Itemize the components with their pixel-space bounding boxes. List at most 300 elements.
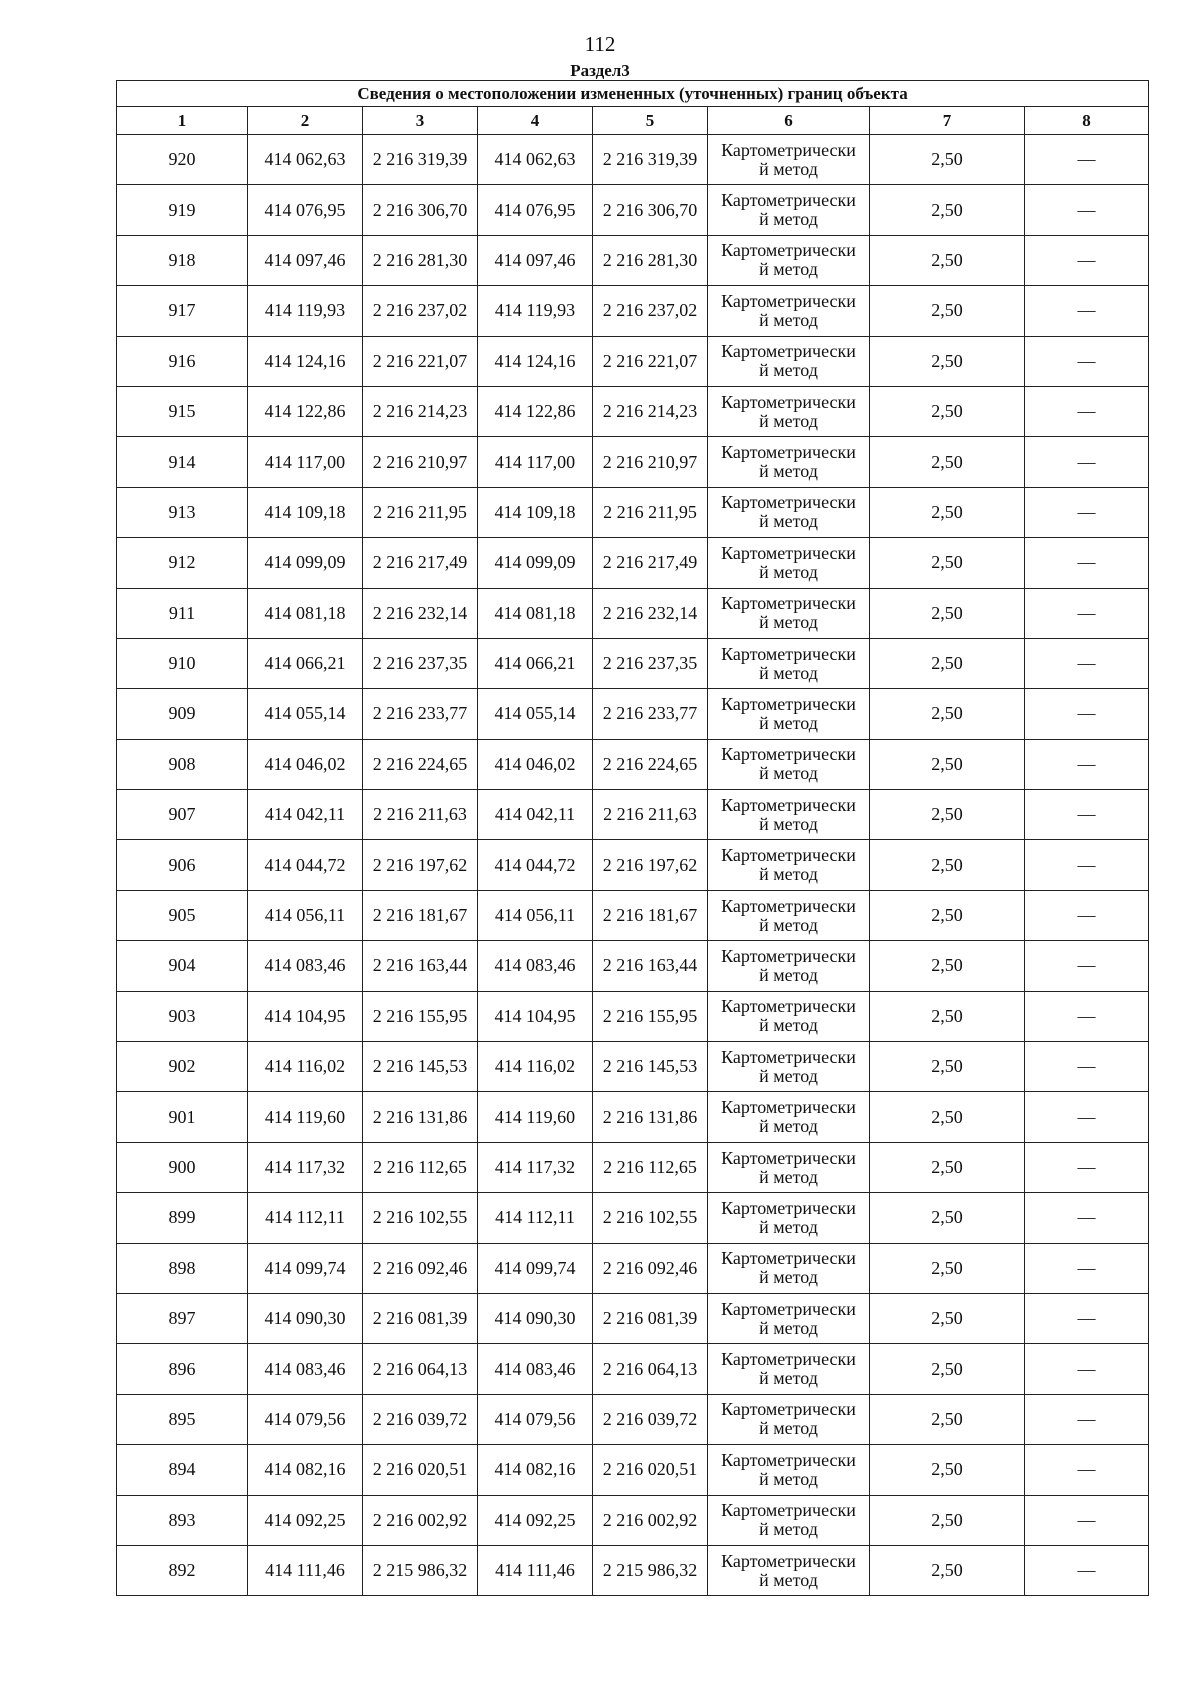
cell-y2: 2 216 145,53: [593, 1042, 708, 1092]
cell-method: [708, 1293, 870, 1343]
method-line1: Картометрически: [721, 996, 856, 1017]
method-line2: й метод: [759, 1569, 818, 1590]
cell-y2: 2 216 102,55: [593, 1193, 708, 1243]
table-row: [117, 1193, 1149, 1243]
cell-point: 918: [117, 235, 248, 285]
cell-y1: 2 216 233,77: [363, 689, 478, 739]
cell-method: [708, 840, 870, 890]
method-line1: Картометрически: [721, 1197, 856, 1218]
method-line2: й метод: [759, 1065, 818, 1086]
cell-point: 915: [117, 386, 248, 436]
cell-point: 894: [117, 1445, 248, 1495]
cell-x1: 414 055,14: [248, 689, 363, 739]
cell-y2: 2 216 210,97: [593, 437, 708, 487]
cell-x2: 414 097,46: [478, 235, 593, 285]
cell-y2: 2 216 211,63: [593, 790, 708, 840]
cell-accuracy: 2,50: [870, 487, 1025, 537]
cell-y1: 2 216 211,63: [363, 790, 478, 840]
cell-x1: 414 112,11: [248, 1193, 363, 1243]
method-line2: й метод: [759, 410, 818, 431]
method-line1: Картометрически: [721, 290, 856, 311]
cell-accuracy: 2,50: [870, 1545, 1025, 1595]
cell-note: —: [1025, 689, 1149, 739]
cell-accuracy: 2,50: [870, 135, 1025, 185]
cell-method: [708, 941, 870, 991]
cell-y2: 2 216 163,44: [593, 941, 708, 991]
cell-x2: 414 119,93: [478, 286, 593, 336]
cell-accuracy: 2,50: [870, 185, 1025, 235]
cell-point: 917: [117, 286, 248, 336]
method-line1: Картометрически: [721, 139, 856, 160]
cell-y1: 2 216 217,49: [363, 538, 478, 588]
cell-method: [708, 1042, 870, 1092]
method-line1: Картометрически: [721, 542, 856, 563]
column-number: 3: [363, 107, 478, 135]
method-line2: й метод: [759, 1216, 818, 1237]
cell-y2: 2 216 181,67: [593, 890, 708, 940]
method-line1: Картометрически: [721, 945, 856, 966]
cell-accuracy: 2,50: [870, 941, 1025, 991]
table-row: [117, 1142, 1149, 1192]
method-line2: й метод: [759, 662, 818, 683]
cell-x2: 414 082,16: [478, 1445, 593, 1495]
cell-x2: 414 044,72: [478, 840, 593, 890]
cell-x2: 414 099,09: [478, 538, 593, 588]
method-line1: Картометрически: [721, 1248, 856, 1269]
table-row: [117, 1293, 1149, 1343]
cell-method: [708, 890, 870, 940]
cell-y1: 2 216 163,44: [363, 941, 478, 991]
cell-point: 896: [117, 1344, 248, 1394]
column-number: 2: [248, 107, 363, 135]
cell-x2: 414 109,18: [478, 487, 593, 537]
cell-y2: 2 216 211,95: [593, 487, 708, 537]
cell-x2: 414 124,16: [478, 336, 593, 386]
cell-x2: 414 081,18: [478, 588, 593, 638]
column-number: 8: [1025, 107, 1149, 135]
cell-y2: 2 216 217,49: [593, 538, 708, 588]
cell-point: 914: [117, 437, 248, 487]
table-row: [117, 487, 1149, 537]
cell-y2: 2 216 131,86: [593, 1092, 708, 1142]
cell-point: 909: [117, 689, 248, 739]
cell-point: 916: [117, 336, 248, 386]
cell-x1: 414 117,00: [248, 437, 363, 487]
column-number: 1: [117, 107, 248, 135]
cell-x1: 414 099,09: [248, 538, 363, 588]
column-number: 4: [478, 107, 593, 135]
cell-point: 920: [117, 135, 248, 185]
cell-y2: 2 216 319,39: [593, 135, 708, 185]
method-line2: й метод: [759, 1519, 818, 1540]
method-line1: Картометрически: [721, 1349, 856, 1370]
table-row: [117, 1042, 1149, 1092]
cell-method: [708, 739, 870, 789]
cell-y2: 2 216 039,72: [593, 1394, 708, 1444]
cell-note: —: [1025, 890, 1149, 940]
cell-accuracy: 2,50: [870, 1243, 1025, 1293]
cell-method: [708, 790, 870, 840]
cell-x1: 414 117,32: [248, 1142, 363, 1192]
cell-point: 899: [117, 1193, 248, 1243]
cell-x1: 414 122,86: [248, 386, 363, 436]
cell-method: [708, 336, 870, 386]
cell-method: [708, 1545, 870, 1595]
cell-x1: 414 083,46: [248, 941, 363, 991]
method-line1: Картометрически: [721, 1500, 856, 1521]
cell-x2: 414 046,02: [478, 739, 593, 789]
cell-point: 898: [117, 1243, 248, 1293]
column-number: 5: [593, 107, 708, 135]
cell-x1: 414 092,25: [248, 1495, 363, 1545]
cell-point: 897: [117, 1293, 248, 1343]
cell-method: [708, 538, 870, 588]
table-row: [117, 588, 1149, 638]
cell-point: 900: [117, 1142, 248, 1192]
cell-x1: 414 066,21: [248, 638, 363, 688]
cell-x2: 414 104,95: [478, 991, 593, 1041]
cell-x2: 414 099,74: [478, 1243, 593, 1293]
table-row: [117, 1445, 1149, 1495]
cell-x1: 414 044,72: [248, 840, 363, 890]
cell-y1: 2 216 020,51: [363, 1445, 478, 1495]
cell-y2: 2 215 986,32: [593, 1545, 708, 1595]
cell-accuracy: 2,50: [870, 1394, 1025, 1444]
section-title: Раздел3: [570, 61, 630, 80]
table-row: [117, 286, 1149, 336]
column-number: 6: [708, 107, 870, 135]
table-row: [117, 386, 1149, 436]
cell-y2: 2 216 020,51: [593, 1445, 708, 1495]
table-row: [117, 1344, 1149, 1394]
cell-note: —: [1025, 538, 1149, 588]
cell-method: [708, 1142, 870, 1192]
cell-point: 913: [117, 487, 248, 537]
cell-x2: 414 056,11: [478, 890, 593, 940]
cell-x2: 414 062,63: [478, 135, 593, 185]
method-line1: Картометрически: [721, 593, 856, 614]
table-row: [117, 336, 1149, 386]
method-line2: й метод: [759, 1116, 818, 1137]
cell-note: —: [1025, 487, 1149, 537]
cell-accuracy: 2,50: [870, 638, 1025, 688]
cell-point: 919: [117, 185, 248, 235]
cell-x1: 414 097,46: [248, 235, 363, 285]
table-row: [117, 1394, 1149, 1444]
cell-point: 902: [117, 1042, 248, 1092]
cell-note: —: [1025, 437, 1149, 487]
cell-x2: 414 079,56: [478, 1394, 593, 1444]
cell-y1: 2 216 197,62: [363, 840, 478, 890]
cell-note: —: [1025, 790, 1149, 840]
cell-point: 905: [117, 890, 248, 940]
cell-note: —: [1025, 1344, 1149, 1394]
table-caption: Сведения о местоположении измененных (уточненных) границ объекта: [117, 81, 1149, 107]
cell-note: —: [1025, 1042, 1149, 1092]
cell-point: 906: [117, 840, 248, 890]
cell-y2: 2 216 081,39: [593, 1293, 708, 1343]
cell-y1: 2 216 281,30: [363, 235, 478, 285]
method-line2: й метод: [759, 763, 818, 784]
cell-accuracy: 2,50: [870, 588, 1025, 638]
cell-x2: 414 076,95: [478, 185, 593, 235]
table-row: [117, 235, 1149, 285]
cell-accuracy: 2,50: [870, 1495, 1025, 1545]
cell-y2: 2 216 306,70: [593, 185, 708, 235]
method-line1: Картометрически: [721, 895, 856, 916]
cell-note: —: [1025, 235, 1149, 285]
method-line1: Картометрически: [721, 1046, 856, 1067]
cell-x2: 414 122,86: [478, 386, 593, 436]
cell-note: —: [1025, 1495, 1149, 1545]
method-line1: Картометрически: [721, 240, 856, 261]
method-line1: Картометрически: [721, 643, 856, 664]
cell-note: —: [1025, 1193, 1149, 1243]
cell-y1: 2 216 081,39: [363, 1293, 478, 1343]
method-line2: й метод: [759, 864, 818, 885]
cell-x1: 414 056,11: [248, 890, 363, 940]
table-row: [117, 638, 1149, 688]
cell-x1: 414 119,60: [248, 1092, 363, 1142]
cell-method: [708, 689, 870, 739]
cell-note: —: [1025, 1243, 1149, 1293]
method-line2: й метод: [759, 461, 818, 482]
method-line2: й метод: [759, 561, 818, 582]
method-line2: й метод: [759, 1166, 818, 1187]
table-row: [117, 1495, 1149, 1545]
cell-x2: 414 066,21: [478, 638, 593, 688]
table-body: [117, 135, 1149, 1596]
cell-accuracy: 2,50: [870, 1142, 1025, 1192]
cell-x1: 414 090,30: [248, 1293, 363, 1343]
cell-y1: 2 215 986,32: [363, 1545, 478, 1595]
cell-accuracy: 2,50: [870, 1193, 1025, 1243]
cell-y1: 2 216 224,65: [363, 739, 478, 789]
method-line2: й метод: [759, 1418, 818, 1439]
cell-y2: 2 216 221,07: [593, 336, 708, 386]
method-line2: й метод: [759, 511, 818, 532]
cell-accuracy: 2,50: [870, 840, 1025, 890]
cell-x1: 414 119,93: [248, 286, 363, 336]
column-number: 7: [870, 107, 1025, 135]
table-row: [117, 739, 1149, 789]
cell-x1: 414 042,11: [248, 790, 363, 840]
cell-y1: 2 216 237,35: [363, 638, 478, 688]
cell-accuracy: 2,50: [870, 1445, 1025, 1495]
method-line1: Картометрически: [721, 442, 856, 463]
cell-note: —: [1025, 1092, 1149, 1142]
table-row: [117, 689, 1149, 739]
cell-x1: 414 046,02: [248, 739, 363, 789]
table-row: [117, 890, 1149, 940]
table-row: [117, 991, 1149, 1041]
cell-y2: 2 216 197,62: [593, 840, 708, 890]
cell-x2: 414 117,00: [478, 437, 593, 487]
method-line2: й метод: [759, 712, 818, 733]
table-row: [117, 437, 1149, 487]
cell-point: 912: [117, 538, 248, 588]
cell-accuracy: 2,50: [870, 286, 1025, 336]
cell-note: —: [1025, 1142, 1149, 1192]
cell-y2: 2 216 092,46: [593, 1243, 708, 1293]
method-line2: й метод: [759, 914, 818, 935]
cell-x1: 414 104,95: [248, 991, 363, 1041]
cell-y1: 2 216 214,23: [363, 386, 478, 436]
cell-x1: 414 081,18: [248, 588, 363, 638]
cell-method: [708, 286, 870, 336]
cell-note: —: [1025, 185, 1149, 235]
column-number-row: [117, 107, 1149, 135]
cell-method: [708, 135, 870, 185]
cell-accuracy: 2,50: [870, 1092, 1025, 1142]
cell-x1: 414 062,63: [248, 135, 363, 185]
cell-note: —: [1025, 941, 1149, 991]
cell-x2: 414 092,25: [478, 1495, 593, 1545]
cell-x1: 414 079,56: [248, 1394, 363, 1444]
cell-accuracy: 2,50: [870, 1344, 1025, 1394]
cell-accuracy: 2,50: [870, 538, 1025, 588]
cell-point: 907: [117, 790, 248, 840]
cell-y2: 2 216 237,02: [593, 286, 708, 336]
table-row: [117, 1243, 1149, 1293]
cell-y2: 2 216 064,13: [593, 1344, 708, 1394]
cell-y1: 2 216 131,86: [363, 1092, 478, 1142]
cell-x2: 414 111,46: [478, 1545, 593, 1595]
table-row: [117, 185, 1149, 235]
cell-y1: 2 216 232,14: [363, 588, 478, 638]
cell-y1: 2 216 064,13: [363, 1344, 478, 1394]
cell-note: —: [1025, 588, 1149, 638]
cell-method: [708, 185, 870, 235]
cell-accuracy: 2,50: [870, 1293, 1025, 1343]
cell-method: [708, 235, 870, 285]
cell-method: [708, 588, 870, 638]
method-line1: Картометрически: [721, 1550, 856, 1571]
method-line2: й метод: [759, 209, 818, 230]
method-line1: Картометрически: [721, 391, 856, 412]
method-line1: Картометрически: [721, 1399, 856, 1420]
cell-x2: 414 119,60: [478, 1092, 593, 1142]
cell-method: [708, 991, 870, 1041]
table-row: [117, 790, 1149, 840]
cell-x1: 414 083,46: [248, 1344, 363, 1394]
cell-note: —: [1025, 638, 1149, 688]
method-line2: й метод: [759, 1468, 818, 1489]
table-row: [117, 1545, 1149, 1595]
cell-y1: 2 216 092,46: [363, 1243, 478, 1293]
method-line1: Картометрически: [721, 1147, 856, 1168]
cell-y1: 2 216 319,39: [363, 135, 478, 185]
cell-note: —: [1025, 286, 1149, 336]
cell-method: [708, 638, 870, 688]
method-line1: Картометрически: [721, 794, 856, 815]
method-line1: Картометрически: [721, 1298, 856, 1319]
cell-x2: 414 055,14: [478, 689, 593, 739]
cell-y1: 2 216 237,02: [363, 286, 478, 336]
cell-point: 903: [117, 991, 248, 1041]
method-line2: й метод: [759, 1015, 818, 1036]
cell-y1: 2 216 002,92: [363, 1495, 478, 1545]
method-line2: й метод: [759, 360, 818, 381]
cell-note: —: [1025, 1545, 1149, 1595]
cell-point: 893: [117, 1495, 248, 1545]
table-row: [117, 840, 1149, 890]
cell-x1: 414 124,16: [248, 336, 363, 386]
table-row: [117, 538, 1149, 588]
cell-x2: 414 083,46: [478, 941, 593, 991]
cell-point: 908: [117, 739, 248, 789]
method-line1: Картометрически: [721, 744, 856, 765]
cell-note: —: [1025, 336, 1149, 386]
cell-accuracy: 2,50: [870, 437, 1025, 487]
method-line1: Картометрически: [721, 1097, 856, 1118]
method-line2: й метод: [759, 1317, 818, 1338]
cell-y1: 2 216 145,53: [363, 1042, 478, 1092]
cell-x1: 414 109,18: [248, 487, 363, 537]
cell-accuracy: 2,50: [870, 1042, 1025, 1092]
cell-method: [708, 1193, 870, 1243]
cell-y1: 2 216 112,65: [363, 1142, 478, 1192]
cell-note: —: [1025, 840, 1149, 890]
cell-x1: 414 082,16: [248, 1445, 363, 1495]
cell-note: —: [1025, 1445, 1149, 1495]
method-line2: й метод: [759, 1267, 818, 1288]
method-line2: й метод: [759, 309, 818, 330]
cell-note: —: [1025, 1394, 1149, 1444]
cell-accuracy: 2,50: [870, 739, 1025, 789]
cell-x1: 414 076,95: [248, 185, 363, 235]
cell-y2: 2 216 112,65: [593, 1142, 708, 1192]
cell-x2: 414 116,02: [478, 1042, 593, 1092]
cell-y1: 2 216 211,95: [363, 487, 478, 537]
method-line1: Картометрически: [721, 1449, 856, 1470]
page-number: 112: [584, 32, 616, 56]
cell-x2: 414 090,30: [478, 1293, 593, 1343]
cell-method: [708, 386, 870, 436]
cell-y1: 2 216 221,07: [363, 336, 478, 386]
cell-method: [708, 1344, 870, 1394]
table-row: [117, 135, 1149, 185]
cell-note: —: [1025, 1293, 1149, 1343]
cell-method: [708, 1394, 870, 1444]
cell-note: —: [1025, 135, 1149, 185]
cell-y2: 2 216 232,14: [593, 588, 708, 638]
cell-point: 910: [117, 638, 248, 688]
method-line1: Картометрически: [721, 492, 856, 513]
cell-note: —: [1025, 739, 1149, 789]
cell-accuracy: 2,50: [870, 991, 1025, 1041]
cell-point: 904: [117, 941, 248, 991]
cell-accuracy: 2,50: [870, 790, 1025, 840]
method-line2: й метод: [759, 158, 818, 179]
cell-y2: 2 216 224,65: [593, 739, 708, 789]
method-line2: й метод: [759, 813, 818, 834]
cell-y1: 2 216 039,72: [363, 1394, 478, 1444]
cell-method: [708, 1092, 870, 1142]
cell-x2: 414 117,32: [478, 1142, 593, 1192]
cell-note: —: [1025, 386, 1149, 436]
cell-point: 901: [117, 1092, 248, 1142]
cell-x1: 414 099,74: [248, 1243, 363, 1293]
method-line2: й метод: [759, 1368, 818, 1389]
boundary-coordinates-table: [116, 80, 1149, 1596]
cell-y1: 2 216 306,70: [363, 185, 478, 235]
cell-point: 895: [117, 1394, 248, 1444]
cell-point: 911: [117, 588, 248, 638]
cell-y1: 2 216 102,55: [363, 1193, 478, 1243]
cell-y2: 2 216 155,95: [593, 991, 708, 1041]
method-line1: Картометрически: [721, 845, 856, 866]
